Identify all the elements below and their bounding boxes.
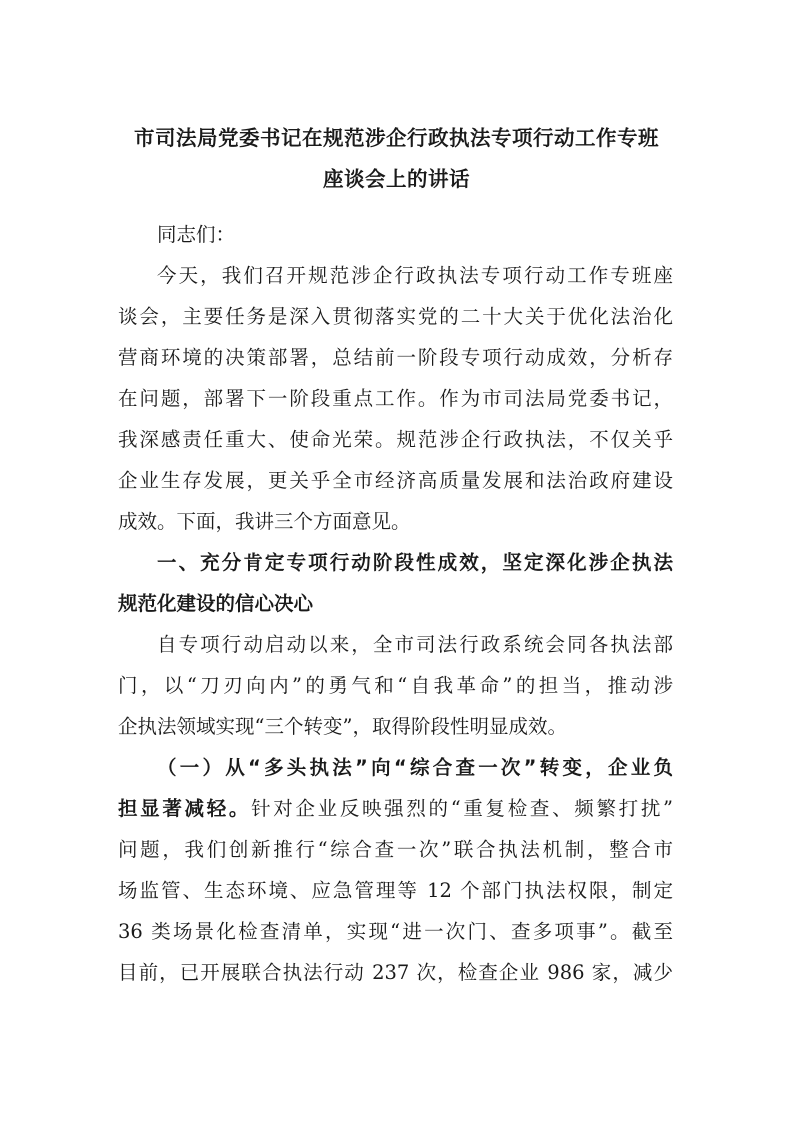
subsection-1-line-6: 目前，已开展联合执法行动 237 次，检查企业 986 家，减少 — [118, 961, 673, 984]
subsection-1-line-5: 36 类场景化检查清单，实现“进一次门、查多项事”。截至 — [118, 920, 673, 943]
intro-line-2: 谈会，主要任务是深入贯彻落实党的二十大关于优化法治化 — [118, 305, 673, 328]
intro-line-1: 今天，我们召开规范涉企行政执法专项行动工作专班座 — [157, 264, 673, 287]
subsection-1-heading-line-2: 担显著减轻。 — [118, 797, 252, 820]
intro-line-4: 在问题，部署下一阶段重点工作。作为市司法局党委书记， — [118, 387, 673, 410]
subsection-1-heading-line-1: （一）从“多头执法”向“综合查一次”转变，企业负 — [157, 756, 673, 779]
subsection-1-line-4: 场监管、生态环境、应急管理等 12 个部门执法权限，制定 — [118, 879, 673, 902]
document-title — [118, 118, 675, 200]
salutation: 同志们： — [157, 223, 236, 246]
section-1-para-line-1: 自专项行动启动以来，全市司法行政系统会同各执法部 — [157, 633, 673, 656]
intro-line-7: 成效。下面，我讲三个方面意见。 — [118, 510, 411, 533]
section-1-heading-line-1: 一、充分肯定专项行动阶段性成效，坚定深化涉企执法 — [157, 551, 673, 574]
intro-line-3: 营商环境的决策部署，总结前一阶段专项行动成效，分析存 — [118, 346, 673, 369]
intro-line-6: 企业生存发展，更关乎全市经济高质量发展和法治政府建设 — [118, 469, 673, 492]
subsection-1-line-3: 问题，我们创新推行“综合查一次”联合执法机制，整合市 — [118, 838, 673, 861]
intro-line-5: 我深感责任重大、使命光荣。规范涉企行政执法，不仅关乎 — [118, 428, 673, 451]
subsection-1-line-2 — [118, 796, 673, 822]
section-1-para-line-2: 门，以“刀刃向内”的勇气和“自我革命”的担当，推动涉 — [118, 674, 673, 697]
title-line-1: 市司法局党委书记在规范涉企行政执法专项行动工作专班 — [134, 126, 659, 150]
subsection-1-line-2-rest: 针对企业反映强烈的“重复检查、频繁打扰” — [251, 797, 673, 820]
section-1-para-line-3: 企执法领域实现“三个转变”，取得阶段性明显成效。 — [118, 715, 567, 738]
section-1-heading-line-2: 规范化建设的信心决心 — [118, 592, 314, 615]
title-line-2: 座谈会上的讲话 — [323, 167, 470, 191]
